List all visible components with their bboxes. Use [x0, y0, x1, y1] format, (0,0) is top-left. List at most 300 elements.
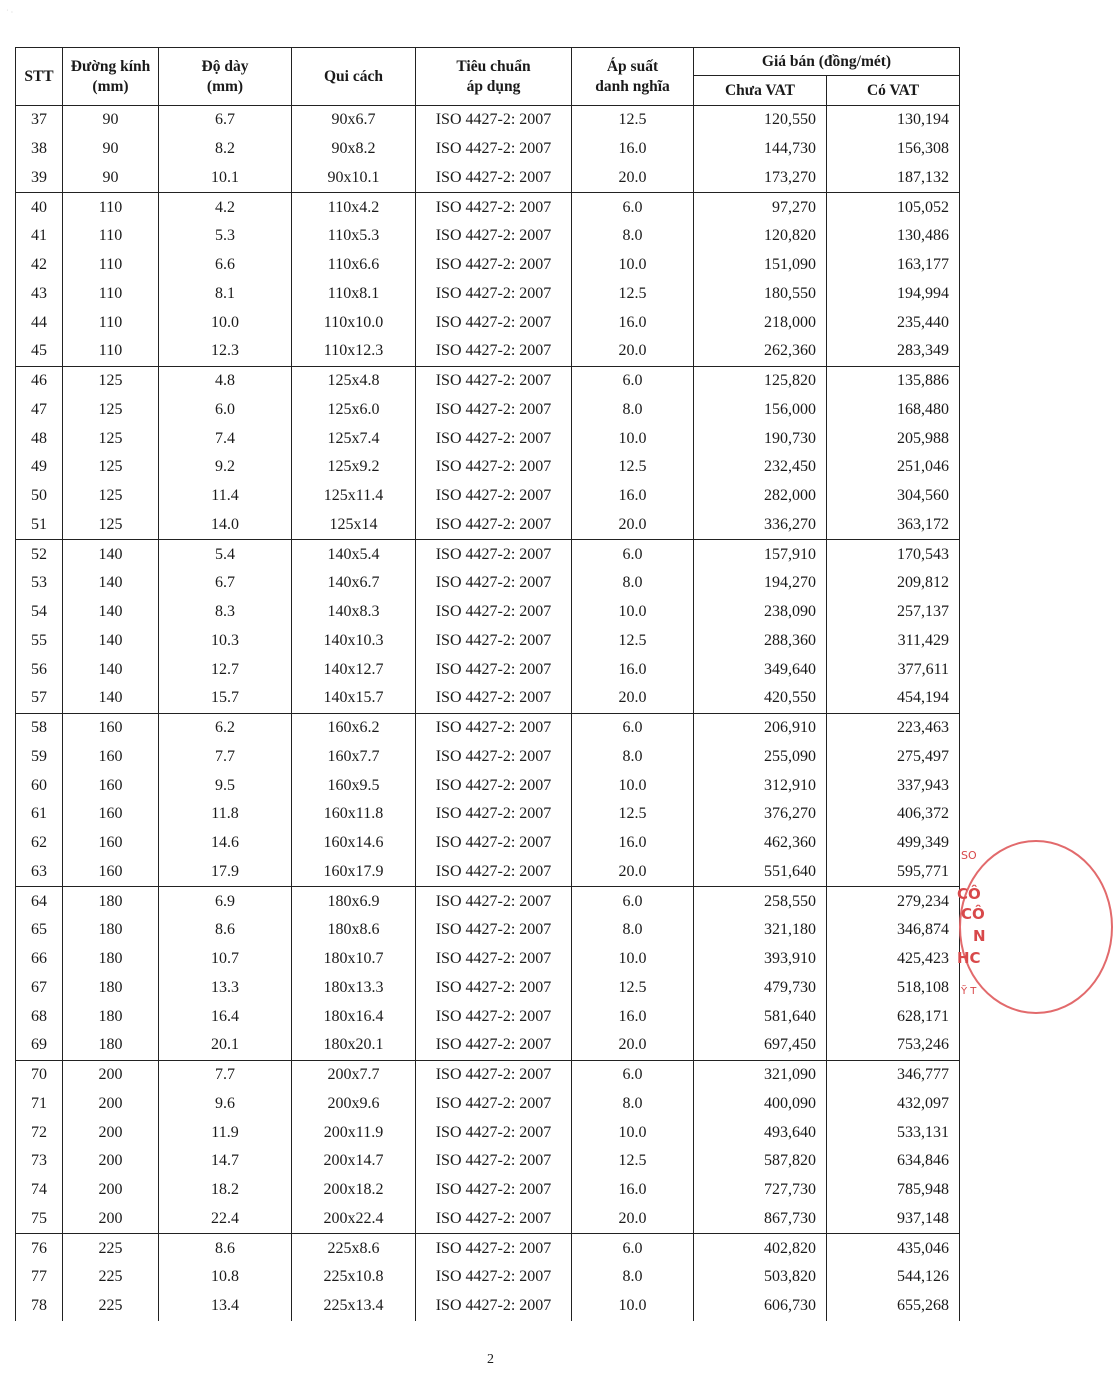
- table-row: [16, 713, 960, 742]
- cell-stt: 71: [16, 1090, 63, 1119]
- cell-thickness: 11.9: [159, 1118, 292, 1147]
- table-row: [16, 1147, 960, 1176]
- cell-standard: ISO 4427-2: 2007: [416, 540, 572, 569]
- cell-spec: 125x14: [292, 511, 416, 540]
- cell-price-excl-vat: 157,910: [694, 540, 827, 569]
- seal-fragment: SO: [961, 849, 977, 862]
- cell-thickness: 8.6: [159, 1234, 292, 1263]
- cell-pressure: 20.0: [572, 164, 694, 193]
- cell-standard: ISO 4427-2: 2007: [416, 1002, 572, 1031]
- cell-thickness: 14.6: [159, 829, 292, 858]
- cell-stt: 62: [16, 829, 63, 858]
- table-row: [16, 540, 960, 569]
- cell-price-incl-vat: 337,943: [827, 771, 960, 800]
- cell-standard: ISO 4427-2: 2007: [416, 511, 572, 540]
- seal-fragment: HC: [957, 949, 981, 967]
- cell-price-incl-vat: 785,948: [827, 1176, 960, 1205]
- cell-stt: 77: [16, 1263, 63, 1292]
- cell-diameter: 90: [63, 164, 159, 193]
- cell-standard: ISO 4427-2: 2007: [416, 743, 572, 772]
- cell-spec: 125x6.0: [292, 396, 416, 425]
- table-row: [16, 222, 960, 251]
- cell-price-incl-vat: 168,480: [827, 396, 960, 425]
- cell-thickness: 18.2: [159, 1176, 292, 1205]
- cell-price-incl-vat: 595,771: [827, 858, 960, 887]
- cell-price-excl-vat: 420,550: [694, 684, 827, 713]
- cell-standard: ISO 4427-2: 2007: [416, 569, 572, 598]
- cell-pressure: 8.0: [572, 1263, 694, 1292]
- cell-price-excl-vat: 125,820: [694, 366, 827, 395]
- table-row: [16, 858, 960, 887]
- cell-price-excl-vat: 180,550: [694, 280, 827, 309]
- cell-pressure: 16.0: [572, 1176, 694, 1205]
- cell-thickness: 6.2: [159, 713, 292, 742]
- cell-price-excl-vat: 587,820: [694, 1147, 827, 1176]
- cell-diameter: 110: [63, 280, 159, 309]
- cell-spec: 200x11.9: [292, 1118, 416, 1147]
- cell-price-incl-vat: 377,611: [827, 655, 960, 684]
- cell-standard: ISO 4427-2: 2007: [416, 396, 572, 425]
- table-row: [16, 829, 960, 858]
- cell-price-incl-vat: 435,046: [827, 1234, 960, 1263]
- cell-spec: 225x8.6: [292, 1234, 416, 1263]
- cell-standard: ISO 4427-2: 2007: [416, 337, 572, 366]
- cell-thickness: 13.4: [159, 1292, 292, 1321]
- cell-price-incl-vat: 425,423: [827, 945, 960, 974]
- table-row: [16, 1060, 960, 1089]
- cell-thickness: 5.3: [159, 222, 292, 251]
- table-row: [16, 251, 960, 280]
- cell-price-incl-vat: 937,148: [827, 1205, 960, 1234]
- cell-price-excl-vat: 190,730: [694, 424, 827, 453]
- cell-price-incl-vat: 518,108: [827, 974, 960, 1003]
- cell-diameter: 140: [63, 569, 159, 598]
- table-row: [16, 1090, 960, 1119]
- cell-pressure: 6.0: [572, 1234, 694, 1263]
- cell-pressure: 16.0: [572, 482, 694, 511]
- cell-spec: 160x17.9: [292, 858, 416, 887]
- table-row: [16, 135, 960, 164]
- cell-standard: ISO 4427-2: 2007: [416, 1176, 572, 1205]
- cell-price-incl-vat: 223,463: [827, 713, 960, 742]
- cell-thickness: 13.3: [159, 974, 292, 1003]
- cell-stt: 76: [16, 1234, 63, 1263]
- cell-pressure: 10.0: [572, 251, 694, 280]
- cell-thickness: 6.7: [159, 106, 292, 135]
- cell-price-incl-vat: 346,874: [827, 916, 960, 945]
- cell-diameter: 140: [63, 598, 159, 627]
- table-row: [16, 308, 960, 337]
- cell-price-incl-vat: 628,171: [827, 1002, 960, 1031]
- cell-stt: 54: [16, 598, 63, 627]
- cell-pressure: 16.0: [572, 655, 694, 684]
- cell-thickness: 7.7: [159, 743, 292, 772]
- cell-price-incl-vat: 257,137: [827, 598, 960, 627]
- cell-price-excl-vat: 258,550: [694, 887, 827, 916]
- cell-stt: 56: [16, 655, 63, 684]
- cell-pressure: 10.0: [572, 771, 694, 800]
- cell-price-incl-vat: 634,846: [827, 1147, 960, 1176]
- cell-pressure: 8.0: [572, 396, 694, 425]
- cell-spec: 200x9.6: [292, 1090, 416, 1119]
- cell-pressure: 6.0: [572, 887, 694, 916]
- table-row: [16, 511, 960, 540]
- cell-price-excl-vat: 206,910: [694, 713, 827, 742]
- cell-thickness: 7.7: [159, 1060, 292, 1089]
- cell-price-excl-vat: 393,910: [694, 945, 827, 974]
- cell-pressure: 12.5: [572, 800, 694, 829]
- cell-price-excl-vat: 120,550: [694, 106, 827, 135]
- table-row: [16, 482, 960, 511]
- scan-smudge: ˙ ·: [6, 8, 14, 17]
- cell-pressure: 20.0: [572, 511, 694, 540]
- cell-pressure: 10.0: [572, 424, 694, 453]
- table-row: [16, 1002, 960, 1031]
- cell-price-excl-vat: 400,090: [694, 1090, 827, 1119]
- cell-standard: ISO 4427-2: 2007: [416, 164, 572, 193]
- cell-stt: 72: [16, 1118, 63, 1147]
- cell-standard: ISO 4427-2: 2007: [416, 482, 572, 511]
- cell-standard: ISO 4427-2: 2007: [416, 1118, 572, 1147]
- cell-price-excl-vat: 238,090: [694, 598, 827, 627]
- cell-pressure: 8.0: [572, 743, 694, 772]
- cell-price-excl-vat: 697,450: [694, 1031, 827, 1060]
- cell-thickness: 11.8: [159, 800, 292, 829]
- cell-thickness: 9.6: [159, 1090, 292, 1119]
- cell-spec: 160x9.5: [292, 771, 416, 800]
- cell-price-excl-vat: 479,730: [694, 974, 827, 1003]
- cell-standard: ISO 4427-2: 2007: [416, 974, 572, 1003]
- cell-diameter: 90: [63, 135, 159, 164]
- cell-stt: 57: [16, 684, 63, 713]
- seal-fragment: CÔ: [957, 885, 981, 903]
- seal-ring: [959, 840, 1113, 1014]
- cell-spec: 200x18.2: [292, 1176, 416, 1205]
- cell-pressure: 8.0: [572, 916, 694, 945]
- cell-spec: 125x7.4: [292, 424, 416, 453]
- cell-price-excl-vat: 151,090: [694, 251, 827, 280]
- table-row: [16, 1292, 960, 1321]
- cell-price-excl-vat: 312,910: [694, 771, 827, 800]
- cell-spec: 90x10.1: [292, 164, 416, 193]
- cell-thickness: 10.8: [159, 1263, 292, 1292]
- cell-pressure: 6.0: [572, 1060, 694, 1089]
- cell-standard: ISO 4427-2: 2007: [416, 308, 572, 337]
- cell-diameter: 110: [63, 222, 159, 251]
- cell-spec: 140x5.4: [292, 540, 416, 569]
- cell-spec: 140x10.3: [292, 627, 416, 656]
- cell-standard: ISO 4427-2: 2007: [416, 800, 572, 829]
- cell-diameter: 180: [63, 1002, 159, 1031]
- cell-thickness: 14.0: [159, 511, 292, 540]
- cell-price-excl-vat: 503,820: [694, 1263, 827, 1292]
- cell-stt: 55: [16, 627, 63, 656]
- cell-price-excl-vat: 402,820: [694, 1234, 827, 1263]
- header-diameter-line1: Đường kính: [70, 57, 151, 75]
- table-row: [16, 598, 960, 627]
- cell-price-excl-vat: 551,640: [694, 858, 827, 887]
- header-standard-line1: Tiêu chuẩn: [456, 57, 531, 75]
- cell-standard: ISO 4427-2: 2007: [416, 1031, 572, 1060]
- cell-spec: 110x10.0: [292, 308, 416, 337]
- cell-price-incl-vat: 163,177: [827, 251, 960, 280]
- cell-price-incl-vat: 209,812: [827, 569, 960, 598]
- cell-thickness: 9.5: [159, 771, 292, 800]
- cell-stt: 58: [16, 713, 63, 742]
- cell-pressure: 12.5: [572, 627, 694, 656]
- cell-standard: ISO 4427-2: 2007: [416, 627, 572, 656]
- cell-standard: ISO 4427-2: 2007: [416, 1060, 572, 1089]
- cell-standard: ISO 4427-2: 2007: [416, 1147, 572, 1176]
- cell-thickness: 8.1: [159, 280, 292, 309]
- cell-price-incl-vat: 304,560: [827, 482, 960, 511]
- cell-standard: ISO 4427-2: 2007: [416, 945, 572, 974]
- cell-stt: 69: [16, 1031, 63, 1060]
- cell-stt: 45: [16, 337, 63, 366]
- cell-price-incl-vat: 279,234: [827, 887, 960, 916]
- cell-stt: 52: [16, 540, 63, 569]
- cell-price-incl-vat: 251,046: [827, 453, 960, 482]
- cell-thickness: 9.2: [159, 453, 292, 482]
- table-row: [16, 569, 960, 598]
- cell-pressure: 12.5: [572, 974, 694, 1003]
- cell-price-excl-vat: 349,640: [694, 655, 827, 684]
- cell-price-excl-vat: 144,730: [694, 135, 827, 164]
- cell-spec: 140x15.7: [292, 684, 416, 713]
- cell-price-incl-vat: 235,440: [827, 308, 960, 337]
- cell-price-incl-vat: 533,131: [827, 1118, 960, 1147]
- cell-thickness: 8.6: [159, 916, 292, 945]
- cell-standard: ISO 4427-2: 2007: [416, 106, 572, 135]
- cell-standard: ISO 4427-2: 2007: [416, 193, 572, 222]
- table-row: [16, 627, 960, 656]
- cell-stt: 43: [16, 280, 63, 309]
- cell-diameter: 225: [63, 1234, 159, 1263]
- cell-diameter: 140: [63, 684, 159, 713]
- cell-standard: ISO 4427-2: 2007: [416, 366, 572, 395]
- cell-thickness: 10.3: [159, 627, 292, 656]
- cell-price-incl-vat: 130,486: [827, 222, 960, 251]
- cell-price-incl-vat: 753,246: [827, 1031, 960, 1060]
- cell-price-incl-vat: 130,194: [827, 106, 960, 135]
- header-thickness: [159, 48, 292, 106]
- header-standard-line2: áp dụng: [466, 77, 521, 95]
- table-row: [16, 800, 960, 829]
- cell-price-excl-vat: 867,730: [694, 1205, 827, 1234]
- cell-standard: ISO 4427-2: 2007: [416, 1263, 572, 1292]
- cell-diameter: 110: [63, 308, 159, 337]
- cell-price-incl-vat: 499,349: [827, 829, 960, 858]
- cell-price-excl-vat: 173,270: [694, 164, 827, 193]
- table-row: [16, 771, 960, 800]
- table-row: [16, 280, 960, 309]
- cell-pressure: 6.0: [572, 713, 694, 742]
- cell-diameter: 125: [63, 511, 159, 540]
- cell-spec: 110x5.3: [292, 222, 416, 251]
- cell-spec: 110x6.6: [292, 251, 416, 280]
- table-row: [16, 396, 960, 425]
- cell-price-excl-vat: 262,360: [694, 337, 827, 366]
- cell-pressure: 12.5: [572, 280, 694, 309]
- cell-spec: 160x7.7: [292, 743, 416, 772]
- cell-stt: 44: [16, 308, 63, 337]
- header-price-excl-vat: Chưa VAT: [694, 76, 827, 106]
- page-number: 2: [487, 1352, 494, 1367]
- cell-price-incl-vat: 283,349: [827, 337, 960, 366]
- cell-spec: 180x6.9: [292, 887, 416, 916]
- seal-fragment: CÔ: [961, 905, 985, 923]
- cell-thickness: 8.3: [159, 598, 292, 627]
- cell-diameter: 180: [63, 887, 159, 916]
- cell-pressure: 12.5: [572, 1147, 694, 1176]
- cell-stt: 39: [16, 164, 63, 193]
- cell-standard: ISO 4427-2: 2007: [416, 453, 572, 482]
- cell-spec: 225x10.8: [292, 1263, 416, 1292]
- cell-thickness: 8.2: [159, 135, 292, 164]
- cell-thickness: 5.4: [159, 540, 292, 569]
- cell-spec: 160x14.6: [292, 829, 416, 858]
- cell-standard: ISO 4427-2: 2007: [416, 887, 572, 916]
- cell-price-incl-vat: 655,268: [827, 1292, 960, 1321]
- cell-spec: 180x10.7: [292, 945, 416, 974]
- cell-price-excl-vat: 581,640: [694, 1002, 827, 1031]
- cell-standard: ISO 4427-2: 2007: [416, 829, 572, 858]
- cell-spec: 180x13.3: [292, 974, 416, 1003]
- cell-diameter: 140: [63, 627, 159, 656]
- cell-thickness: 10.0: [159, 308, 292, 337]
- cell-price-incl-vat: 311,429: [827, 627, 960, 656]
- cell-price-excl-vat: 288,360: [694, 627, 827, 656]
- cell-price-excl-vat: 493,640: [694, 1118, 827, 1147]
- cell-diameter: 200: [63, 1147, 159, 1176]
- cell-price-excl-vat: 376,270: [694, 800, 827, 829]
- cell-price-incl-vat: 194,994: [827, 280, 960, 309]
- cell-spec: 200x7.7: [292, 1060, 416, 1089]
- cell-standard: ISO 4427-2: 2007: [416, 771, 572, 800]
- cell-price-excl-vat: 321,180: [694, 916, 827, 945]
- cell-stt: 53: [16, 569, 63, 598]
- cell-price-incl-vat: 275,497: [827, 743, 960, 772]
- cell-thickness: 17.9: [159, 858, 292, 887]
- cell-diameter: 160: [63, 743, 159, 772]
- table-body: [16, 106, 960, 1321]
- cell-diameter: 200: [63, 1118, 159, 1147]
- table-row: [16, 1234, 960, 1263]
- header-diameter: [63, 48, 159, 106]
- cell-pressure: 20.0: [572, 858, 694, 887]
- header-pressure-line2: danh nghĩa: [595, 77, 670, 95]
- header-thickness-line2: (mm): [206, 77, 244, 95]
- seal-fragment: Ỹ T: [961, 986, 977, 997]
- cell-pressure: 10.0: [572, 1292, 694, 1321]
- table-row: [16, 945, 960, 974]
- cell-pressure: 10.0: [572, 1118, 694, 1147]
- cell-thickness: 10.1: [159, 164, 292, 193]
- cell-price-excl-vat: 727,730: [694, 1176, 827, 1205]
- cell-diameter: 110: [63, 251, 159, 280]
- cell-thickness: 12.3: [159, 337, 292, 366]
- cell-price-excl-vat: 194,270: [694, 569, 827, 598]
- table-row: [16, 1118, 960, 1147]
- cell-stt: 66: [16, 945, 63, 974]
- cell-thickness: 6.7: [159, 569, 292, 598]
- cell-stt: 68: [16, 1002, 63, 1031]
- cell-thickness: 4.2: [159, 193, 292, 222]
- cell-standard: ISO 4427-2: 2007: [416, 1090, 572, 1119]
- cell-stt: 78: [16, 1292, 63, 1321]
- cell-diameter: 125: [63, 396, 159, 425]
- table-row: [16, 193, 960, 222]
- table-row: [16, 743, 960, 772]
- cell-thickness: 14.7: [159, 1147, 292, 1176]
- cell-price-excl-vat: 462,360: [694, 829, 827, 858]
- cell-spec: 140x8.3: [292, 598, 416, 627]
- cell-diameter: 180: [63, 945, 159, 974]
- cell-spec: 140x12.7: [292, 655, 416, 684]
- cell-spec: 110x12.3: [292, 337, 416, 366]
- cell-diameter: 225: [63, 1263, 159, 1292]
- cell-spec: 125x9.2: [292, 453, 416, 482]
- cell-pressure: 12.5: [572, 106, 694, 135]
- table-row: [16, 1031, 960, 1060]
- cell-spec: 110x4.2: [292, 193, 416, 222]
- cell-stt: 64: [16, 887, 63, 916]
- cell-pressure: 6.0: [572, 540, 694, 569]
- cell-spec: 180x16.4: [292, 1002, 416, 1031]
- cell-standard: ISO 4427-2: 2007: [416, 135, 572, 164]
- cell-spec: 160x6.2: [292, 713, 416, 742]
- table-row: [16, 106, 960, 135]
- header-price: Giá bán (đồng/mét): [694, 48, 960, 76]
- cell-stt: 70: [16, 1060, 63, 1089]
- cell-diameter: 90: [63, 106, 159, 135]
- cell-price-incl-vat: 170,543: [827, 540, 960, 569]
- table-row: [16, 1205, 960, 1234]
- cell-price-incl-vat: 205,988: [827, 424, 960, 453]
- table-header: [16, 48, 960, 106]
- cell-diameter: 125: [63, 424, 159, 453]
- cell-stt: 50: [16, 482, 63, 511]
- cell-pressure: 16.0: [572, 135, 694, 164]
- cell-stt: 48: [16, 424, 63, 453]
- cell-pressure: 20.0: [572, 337, 694, 366]
- cell-pressure: 12.5: [572, 453, 694, 482]
- cell-diameter: 180: [63, 916, 159, 945]
- cell-standard: ISO 4427-2: 2007: [416, 655, 572, 684]
- cell-price-excl-vat: 120,820: [694, 222, 827, 251]
- cell-standard: ISO 4427-2: 2007: [416, 424, 572, 453]
- cell-diameter: 160: [63, 829, 159, 858]
- cell-price-incl-vat: 187,132: [827, 164, 960, 193]
- cell-price-excl-vat: 255,090: [694, 743, 827, 772]
- table-row: [16, 337, 960, 366]
- cell-diameter: 160: [63, 858, 159, 887]
- cell-price-incl-vat: 454,194: [827, 684, 960, 713]
- seal-fragment: N: [973, 927, 986, 945]
- cell-stt: 59: [16, 743, 63, 772]
- cell-spec: 90x6.7: [292, 106, 416, 135]
- cell-diameter: 125: [63, 482, 159, 511]
- cell-standard: ISO 4427-2: 2007: [416, 916, 572, 945]
- cell-pressure: 10.0: [572, 598, 694, 627]
- cell-diameter: 110: [63, 337, 159, 366]
- cell-pressure: 16.0: [572, 1002, 694, 1031]
- cell-price-incl-vat: 363,172: [827, 511, 960, 540]
- cell-pressure: 16.0: [572, 308, 694, 337]
- cell-standard: ISO 4427-2: 2007: [416, 222, 572, 251]
- cell-stt: 60: [16, 771, 63, 800]
- cell-spec: 125x4.8: [292, 366, 416, 395]
